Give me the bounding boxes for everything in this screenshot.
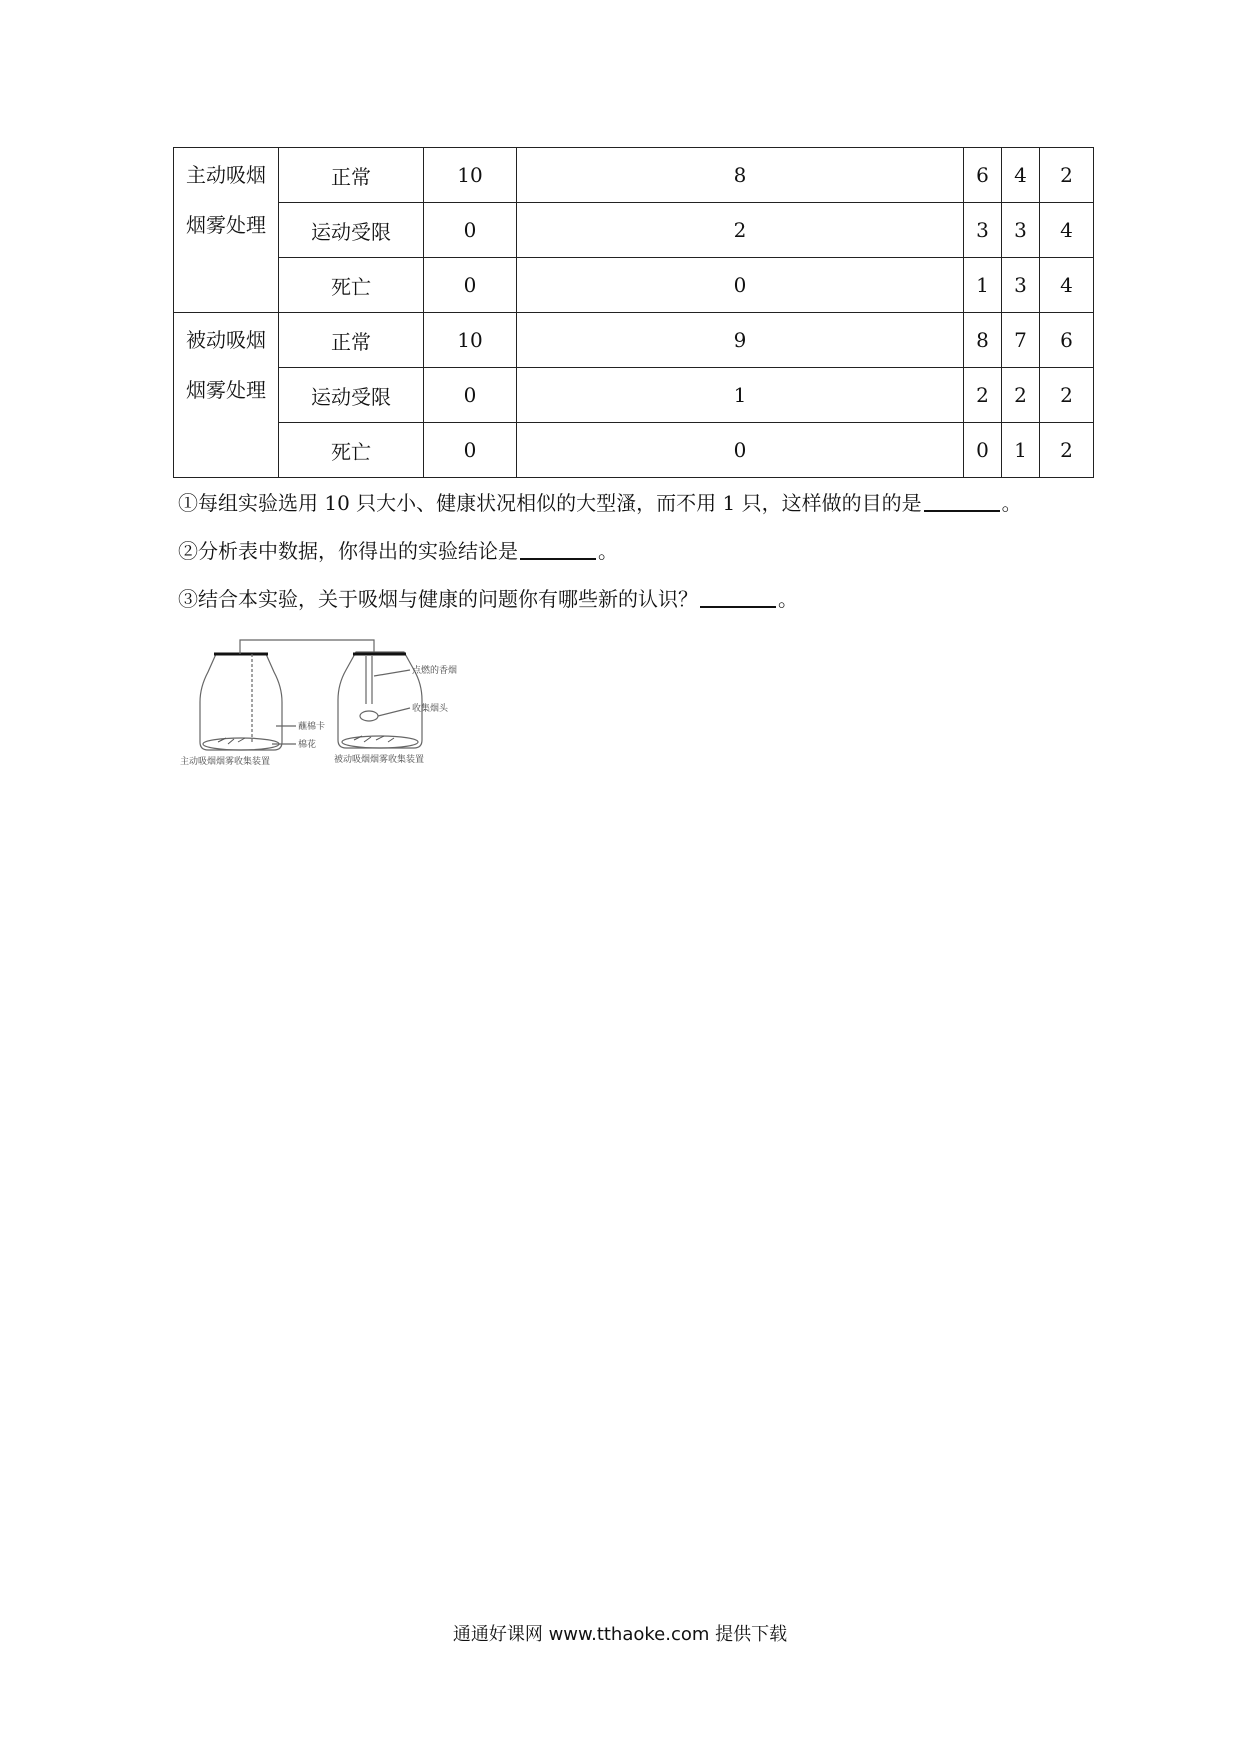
cell-value: 1 — [1002, 423, 1040, 478]
question-2: ②分析表中数据，你得出的实验结论是 。 — [178, 539, 618, 563]
cell-value: 2 — [1040, 368, 1094, 423]
table-row — [174, 148, 1094, 203]
cell-value: 6 — [964, 148, 1002, 203]
answer-blank — [520, 538, 596, 560]
cell-value: 7 — [1002, 313, 1040, 368]
caption-right: 被动吸烟烟雾收集装置 — [334, 755, 425, 765]
cell-value: 2 — [517, 203, 964, 258]
caption-left: 主动吸烟烟雾收集装置 — [180, 757, 271, 767]
label-collector: 收集烟头 — [412, 704, 449, 714]
footer-text: 通通好课网 www.tthaoke.com 提供下载 — [452, 1624, 788, 1645]
cell-value: 2 — [1040, 148, 1094, 203]
cell-status: 正常 — [279, 148, 424, 203]
table-row — [174, 203, 1094, 258]
cell-value: 2 — [1040, 423, 1094, 478]
cell-value: 4 — [1040, 203, 1094, 258]
cell-value: 4 — [1040, 258, 1094, 313]
cell-value: 3 — [964, 203, 1002, 258]
smoke-apparatus-figure — [178, 632, 528, 767]
label-cotton: 蘸棉卡 — [298, 722, 326, 732]
cell-value: 1 — [964, 258, 1002, 313]
cell-value: 0 — [517, 423, 964, 478]
cell-value: 3 — [1002, 258, 1040, 313]
group-label-passive: 被动吸烟 烟雾处理 — [174, 313, 279, 478]
cell-status: 运动受限 — [279, 368, 424, 423]
cell-value: 0 — [424, 368, 517, 423]
cell-value: 10 — [424, 313, 517, 368]
cell-value: 9 — [517, 313, 964, 368]
answer-blank — [700, 586, 776, 608]
cell-value: 8 — [964, 313, 1002, 368]
table-row — [174, 258, 1094, 313]
cell-value: 0 — [424, 258, 517, 313]
cell-value: 3 — [1002, 203, 1040, 258]
group-label-active: 主动吸烟 烟雾处理 — [174, 148, 279, 313]
cell-status: 死亡 — [279, 423, 424, 478]
cell-value: 8 — [517, 148, 964, 203]
cell-value: 10 — [424, 148, 517, 203]
cell-value: 0 — [517, 258, 964, 313]
cell-value: 6 — [1040, 313, 1094, 368]
table-row — [174, 313, 1094, 368]
answer-blank — [924, 490, 1000, 512]
label-base: 棉花 — [298, 740, 317, 750]
cell-value: 0 — [424, 423, 517, 478]
question-3: ③结合本实验，关于吸烟与健康的问题你有哪些新的认识？ 。 — [178, 587, 798, 611]
cell-status: 运动受限 — [279, 203, 424, 258]
cell-status: 正常 — [279, 313, 424, 368]
cell-value: 0 — [964, 423, 1002, 478]
cell-value: 2 — [1002, 368, 1040, 423]
cell-value: 1 — [517, 368, 964, 423]
cell-value: 2 — [964, 368, 1002, 423]
label-cigarette: 点燃的香烟 — [412, 666, 458, 676]
table-row — [174, 423, 1094, 478]
cell-status: 死亡 — [279, 258, 424, 313]
question-1: ①每组实验选用 10 只大小、健康状况相似的大型溞，而不用 1 只，这样做的目的是 。 — [178, 491, 1022, 515]
table-row — [174, 368, 1094, 423]
data-table — [173, 147, 1094, 478]
cell-value: 4 — [1002, 148, 1040, 203]
cell-value: 0 — [424, 203, 517, 258]
